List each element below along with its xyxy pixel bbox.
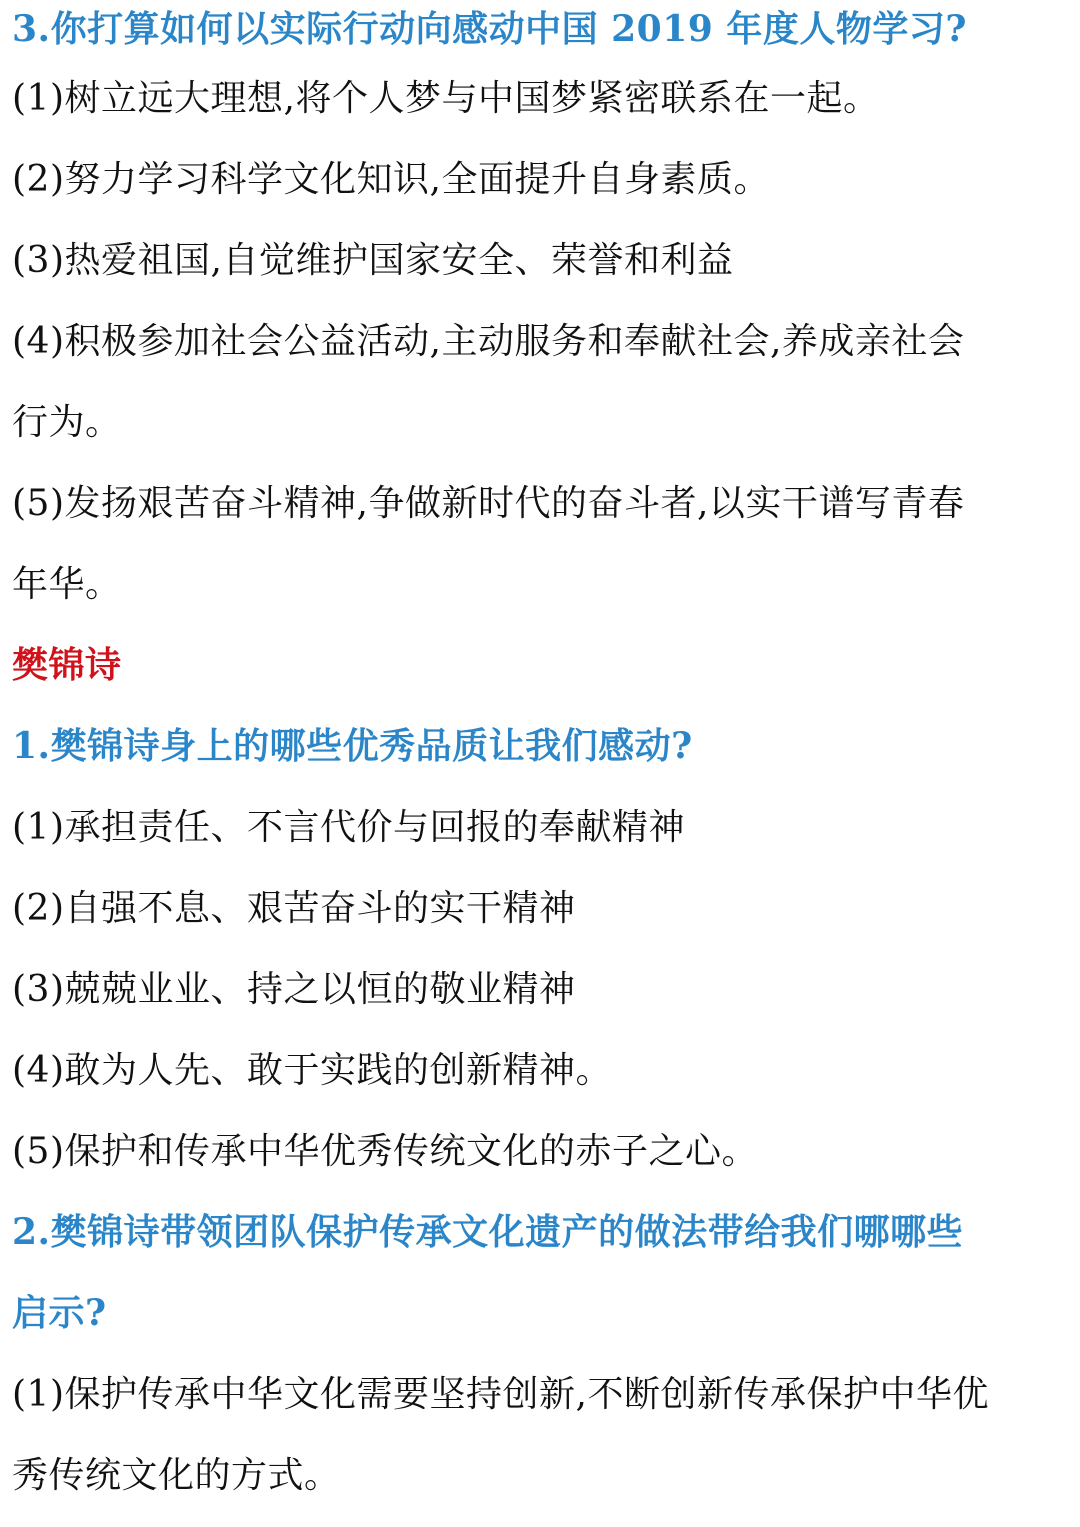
answer-3-3: (3)热爱祖国,自觉维护国家安全、荣誉和利益 — [12, 240, 734, 281]
answer-1-3: (3)兢兢业业、持之以恒的敬业精神 — [12, 969, 576, 1010]
answer-1-2: (2)自强不息、艰苦奋斗的实干精神 — [12, 888, 576, 929]
answer-3-5-cont: 年华。 — [12, 564, 122, 605]
answer-3-4-cont: 行为。 — [12, 402, 122, 443]
question-2: 2.樊锦诗带领团队保护传承文化遗产的做法带给我们哪哪些 — [12, 1211, 964, 1253]
answer-3-4: (4)积极参加社会公益活动,主动服务和奉献社会,养成亲社会 — [12, 321, 965, 362]
answer-1-5: (5)保护和传承中华优秀传统文化的赤子之心。 — [12, 1131, 758, 1172]
question-2-cont: 启示? — [12, 1292, 107, 1334]
person-heading: 樊锦诗 — [12, 644, 122, 686]
answer-1-4: (4)敢为人先、敢于实践的创新精神。 — [12, 1050, 612, 1091]
answer-1-1: (1)承担责任、不言代价与回报的奉献精神 — [12, 807, 685, 848]
question-1: 1.樊锦诗身上的哪些优秀品质让我们感动? — [12, 725, 693, 767]
question-3: 3.你打算如何以实际行动向感动中国 2019 年度人物学习? — [12, 8, 967, 50]
answer-2-1-cont: 秀传统文化的方式。 — [12, 1455, 341, 1496]
answer-3-1: (1)树立远大理想,将个人梦与中国梦紧密联系在一起。 — [12, 78, 880, 119]
answer-3-5: (5)发扬艰苦奋斗精神,争做新时代的奋斗者,以实干谱写青春 — [12, 483, 965, 524]
answer-2-1: (1)保护传承中华文化需要坚持创新,不断创新传承保护中华优 — [12, 1374, 989, 1415]
answer-3-2: (2)努力学习科学文化知识,全面提升自身素质。 — [12, 159, 770, 200]
